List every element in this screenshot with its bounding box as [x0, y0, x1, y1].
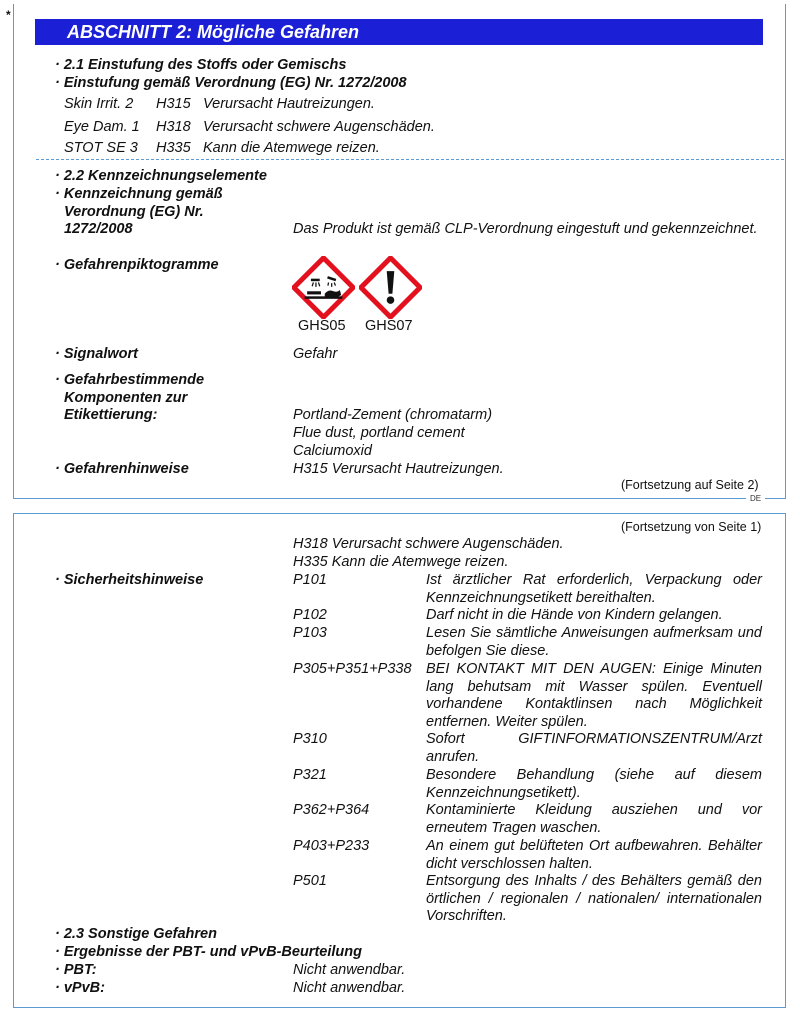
component-item: Flue dust, portland cement [293, 425, 465, 441]
component-item: Portland-Zement (chromatarm) [293, 407, 493, 423]
exclamation-icon [359, 256, 422, 319]
vpvb-label: · vPvB: [55, 980, 105, 996]
classification-text: Verursacht schwere Augenschäden. [203, 119, 435, 135]
kennzeichnung-value: Das Produkt ist gemäß CLP-Verordnung eingestuft und gekennzeichnet. [293, 221, 758, 237]
hazard-statement: H318 Verursacht schwere Augenschäden. [293, 536, 564, 552]
precaution-code: P403+P233 [293, 838, 370, 854]
precaution-text: Besondere Behandlung (siehe auf diesem Kennzeichnungsetikett). [426, 767, 762, 801]
precaution-text: BEI KONTAKT MIT DEN AUGEN: Einige Minuten lang behutsam mit Wasser spülen. Eventuell vorhandene Kontaktlinsen nach Möglichkeit entfernen. Weiter spülen. [426, 661, 762, 730]
language-mark: DE [746, 494, 765, 503]
hazard-statement: H335 Kann die Atemwege reizen. [293, 554, 509, 570]
hazard-statement: H315 Verursacht Hautreizungen. [293, 461, 504, 477]
precaution-code: P102 [293, 607, 327, 623]
pbt-value: Nicht anwendbar. [293, 962, 406, 978]
section-divider [36, 159, 784, 160]
pictogram-code: GHS05 [298, 318, 346, 334]
precaution-code: P321 [293, 767, 327, 783]
corrosion-icon [292, 256, 355, 319]
pictogram-code: GHS07 [365, 318, 413, 334]
component-item: Calciumoxid [293, 443, 372, 459]
vpvb-value: Nicht anwendbar. [293, 980, 406, 996]
classification-class: Skin Irrit. 2 [64, 96, 134, 112]
classification-text: Kann die Atemwege reizen. [203, 140, 380, 156]
continued-from: (Fortsetzung von Seite 1) [621, 520, 762, 534]
precaution-text: Entsorgung des Inhalts / des Behälters gemäß den örtlichen / regionalen / nationalen/ internationalen Vorschriften. [426, 873, 762, 924]
classification-code: H318 [156, 119, 191, 135]
precaution-code: P101 [293, 572, 327, 588]
precaution-code: P310 [293, 731, 327, 747]
precaution-code: P362+P364 [293, 802, 370, 818]
classification-code: H315 [156, 96, 191, 112]
continued-to: (Fortsetzung auf Seite 2) [621, 478, 759, 492]
precaution-text: Ist ärztlicher Rat erforderlich, Verpackung oder Kennzeichnungsetikett bereithalten. [426, 572, 762, 606]
s21-heading: · 2.1 Einstufung des Stoffs oder Gemischs [55, 57, 347, 73]
signal-word-label: · Signalwort [55, 346, 138, 362]
components-label-line1: · Gefahrbestimmende [55, 372, 205, 388]
classification-text: Verursacht Hautreizungen. [203, 96, 375, 112]
precaution-text: Sofort GIFTINFORMATIONSZENTRUM/Arzt anrufen. [426, 731, 762, 765]
precaution-code: P305+P351+P338 [293, 661, 412, 677]
s23-heading: · 2.3 Sonstige Gefahren [55, 926, 217, 942]
precaution-text: An einem gut belüfteten Ort aufbewahren. Behälter dicht verschlossen halten. [426, 838, 762, 872]
signal-word-value: Gefahr [293, 346, 338, 362]
kennzeichnung-label-line2: Verordnung (EG) Nr. [64, 204, 204, 220]
pictograms-label: · Gefahrenpiktogramme [55, 257, 219, 273]
s21-subheading: · Einstufung gemäß Verordnung (EG) Nr. 1272/2008 [55, 75, 407, 91]
kennzeichnung-label-line1: · Kennzeichnung gemäß [55, 186, 223, 202]
classification-class: Eye Dam. 1 [64, 119, 140, 135]
precaution-text: Kontaminierte Kleidung ausziehen und vor erneutem Tragen waschen. [426, 802, 762, 836]
precaution-text: Lesen Sie sämtliche Anweisungen aufmerksam und befolgen Sie diese. [426, 625, 762, 659]
classification-class: STOT SE 3 [64, 140, 138, 156]
revision-marker: * [6, 8, 11, 22]
classification-code: H335 [156, 140, 191, 156]
pbt-label: · PBT: [55, 962, 97, 978]
kennzeichnung-label-line3: 1272/2008 [64, 221, 133, 237]
precaution-code: P103 [293, 625, 327, 641]
precaution-code: P501 [293, 873, 327, 889]
s22-heading: · 2.2 Kennzeichnungselemente [55, 168, 267, 184]
components-label-line2: Komponenten zur [64, 390, 188, 406]
hazard-statements-label: · Gefahrenhinweise [55, 461, 189, 477]
components-label-line3: Etikettierung: [64, 407, 158, 423]
precautions-label: · Sicherheitshinweise [55, 572, 204, 588]
precaution-text: Darf nicht in die Hände von Kindern gelangen. [426, 607, 723, 623]
section-header: ABSCHNITT 2: Mögliche Gefahren [35, 19, 763, 45]
pbt-heading: · Ergebnisse der PBT- und vPvB-Beurteilung [55, 944, 362, 960]
